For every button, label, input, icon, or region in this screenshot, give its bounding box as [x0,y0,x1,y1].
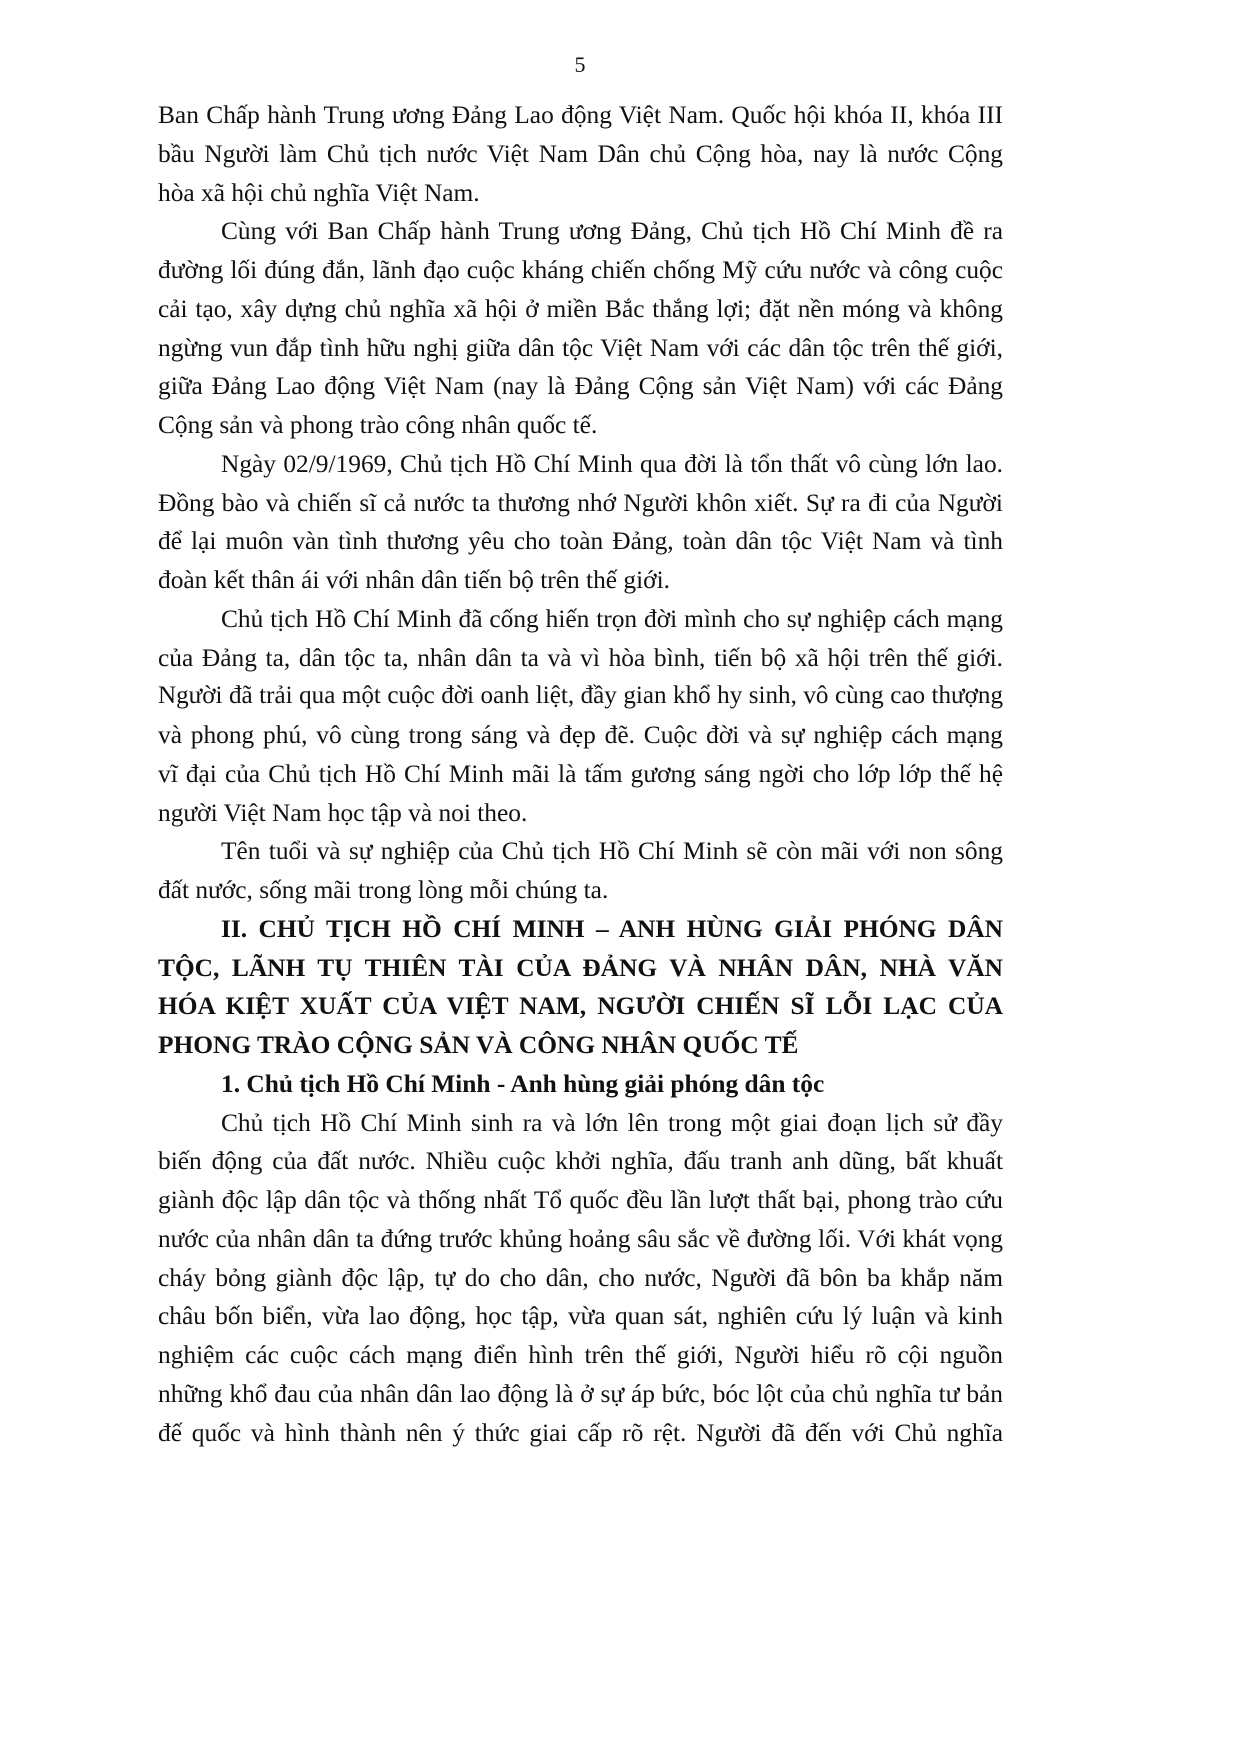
page-number: 5 [574,52,586,77]
text-line: hòa xã hội chủ nghĩa Việt Nam. [158,178,480,207]
text-line: cải tạo, xây dựng chủ nghĩa xã hội ở miền Bắc thắng lợi; đặt nền móng và không [158,294,1003,323]
paragraph [158,832,1003,910]
text-line: Ngày 02/9/1969, Chủ tịch Hồ Chí Minh qua đời là tổn thất vô cùng lớn lao. [221,449,1003,478]
text-line: để lại muôn vàn tình thương yêu cho toàn Đảng, toàn dân tộc Việt Nam và tình [158,527,1003,556]
text-line: Cộng sản và phong trào công nhân quốc tế. [158,411,598,439]
section-heading [158,910,1003,1065]
text-line: Cùng với Ban Chấp hành Trung ương Đảng, Chủ tịch Hồ Chí Minh đề ra [221,217,1003,246]
text-line: của Đảng ta, dân tộc ta, nhân dân ta và vì hòa bình, tiến bộ xã hội trên thế giới. [158,643,1003,672]
text-line: Ban Chấp hành Trung ương Đảng Lao động Việt Nam. Quốc hội khóa II, khóa III [158,101,1003,129]
heading-line: HÓA KIỆT XUẤT CỦA VIỆT NAM, NGƯỜI CHIẾN SĨ LỖI LẠC CỦA [158,992,1003,1021]
document-body [158,96,1003,1452]
paragraph [158,96,1003,212]
text-line: Đồng bào và chiến sĩ cả nước ta thương nhớ Người khôn xiết. Sự ra đi của Người [158,488,1003,517]
text-line: châu bốn biển, vừa lao động, học tập, vừa quan sát, nghiên cứu lý luận và kinh [158,1302,1003,1331]
paragraph [158,445,1003,600]
subsection-heading: 1. Chủ tịch Hồ Chí Minh - Anh hùng giải phóng dân tộc [221,1069,825,1098]
text-line: biến động của đất nước. Nhiều cuộc khởi nghĩa, đấu tranh anh dũng, bất khuất [158,1147,1003,1176]
text-line: bầu Người làm Chủ tịch nước Việt Nam Dân chủ Cộng hòa, nay là nước Cộng [158,139,1003,168]
text-line: người Việt Nam học tập và noi theo. [158,798,528,827]
text-line: Chủ tịch Hồ Chí Minh sinh ra và lớn lên trong một giai đoạn lịch sử đầy [221,1108,1003,1137]
paragraph [158,1104,1003,1453]
paragraph [158,600,1003,833]
text-line: Người đã trải qua một cuộc đời oanh liệt, đầy gian khổ hy sinh, vô cùng cao thượng [158,682,1003,710]
text-line: đế quốc và hình thành nên ý thức giai cấp rõ rệt. Người đã đến với Chủ nghĩa [158,1418,1003,1447]
text-line: Chủ tịch Hồ Chí Minh đã cống hiến trọn đời mình cho sự nghiệp cách mạng [221,604,1003,633]
text-line: vĩ đại của Chủ tịch Hồ Chí Minh mãi là tấm gương sáng ngời cho lớp lớp thế hệ [158,759,1003,788]
text-line: đường lối đúng đắn, lãnh đạo cuộc kháng chiến chống Mỹ cứu nước và công cuộc [158,256,1003,284]
heading-line: TỘC, LÃNH TỤ THIÊN TÀI CỦA ĐẢNG VÀ NHÂN DÂN, NHÀ VĂN [158,953,1003,982]
heading-line: II. CHỦ TỊCH HỒ CHÍ MINH – ANH HÙNG GIẢI PHÓNG DÂN [221,914,1003,943]
text-line: cháy bỏng giành độc lập, tự do cho dân, cho nước, Người đã bôn ba khắp năm [158,1263,1003,1292]
text-line: ngừng vun đắp tình hữu nghị giữa dân tộc Việt Nam với các dân tộc trên thế giới, [158,333,1003,362]
text-line: nước của nhân dân ta đứng trước khủng hoảng sâu sắc về đường lối. Với khát vọng [158,1224,1003,1253]
text-line: Tên tuổi và sự nghiệp của Chủ tịch Hồ Chí Minh sẽ còn mãi với non sông [221,837,1003,866]
text-line: đoàn kết thân ái với nhân dân tiến bộ trên thế giới. [158,566,670,594]
text-line: và phong phú, vô cùng trong sáng và đẹp đẽ. Cuộc đời và sự nghiệp cách mạng [158,721,1003,749]
text-line: đất nước, sống mãi trong lòng mỗi chúng ta. [158,876,609,904]
paragraph [158,212,1003,445]
text-line: giành độc lập dân tộc và thống nhất Tổ quốc đều lần lượt thất bại, phong trào cứu [158,1186,1003,1214]
heading-line: PHONG TRÀO CỘNG SẢN VÀ CÔNG NHÂN QUỐC TẾ [158,1031,799,1059]
text-line: giữa Đảng Lao động Việt Nam (nay là Đảng Cộng sản Việt Nam) với các Đảng [158,372,1003,401]
text-line: nghiệm các cuộc cách mạng điển hình trên thế giới, Người hiểu rõ cội nguồn [158,1341,1003,1369]
text-line: những khổ đau của nhân dân lao động là ở sự áp bức, bóc lột của chủ nghĩa tư bản [158,1379,1003,1408]
